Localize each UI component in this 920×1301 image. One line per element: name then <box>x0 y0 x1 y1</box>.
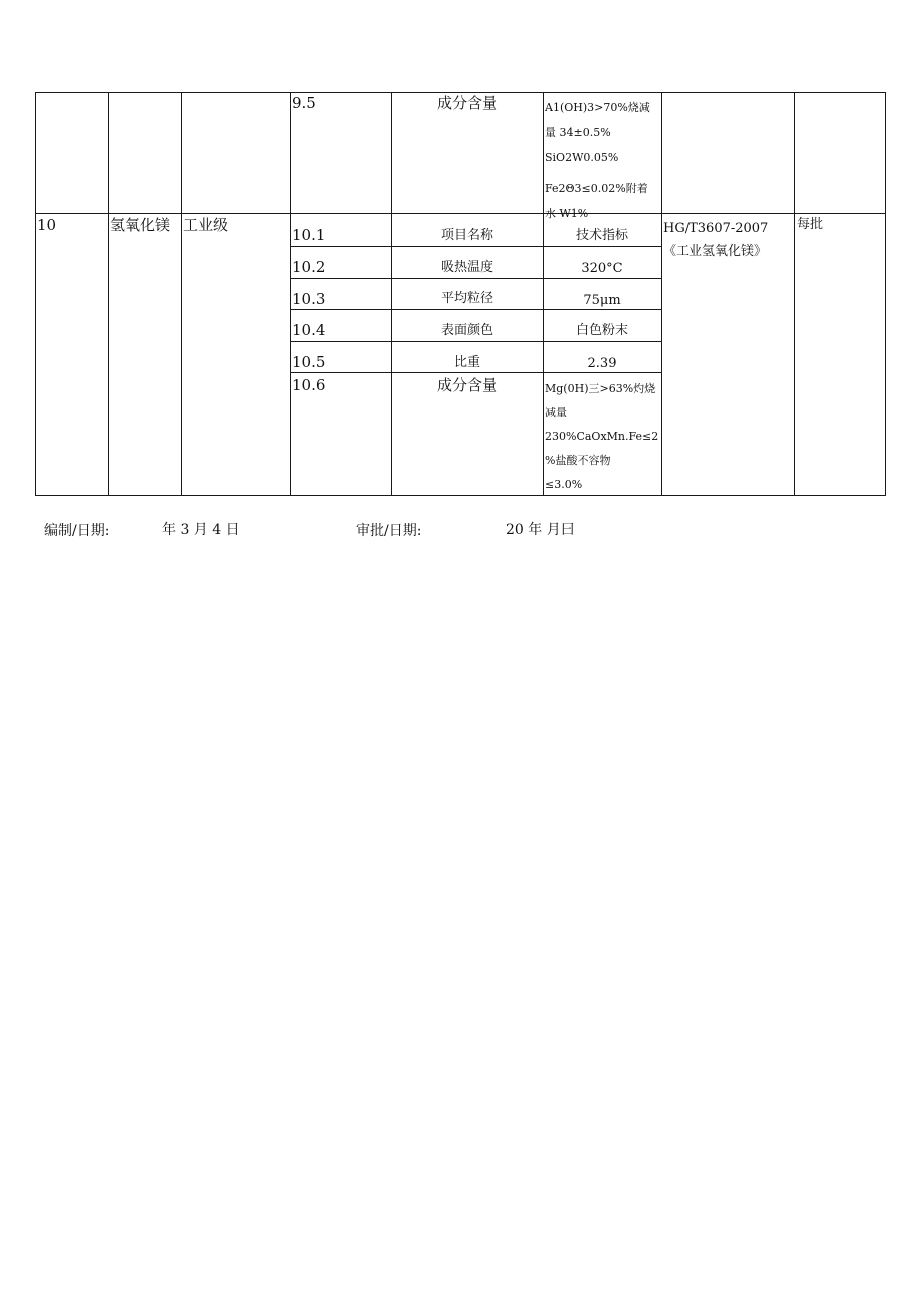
standard-title: 《工业氢氧化镁》 <box>663 244 768 259</box>
item-name: 吸热温度 <box>440 260 493 275</box>
editor-date-label: 编制/日期: <box>44 523 110 539</box>
approver-date-label: 审批/日期: <box>356 523 422 539</box>
spec-line: A1(OH)3>70%烧减 <box>545 101 650 114</box>
item-name: 项目名称 <box>440 228 493 243</box>
spec-line: 230%CaOxMn.Fe≤2 <box>545 430 659 443</box>
item-spec: 75μm <box>583 293 621 308</box>
item-name: 成分含量 <box>436 376 497 394</box>
spec-line: Fe2Θ3≤0.02%附着 <box>545 182 648 195</box>
spec-line: SiO2W0.05% <box>545 151 619 164</box>
item-name: 平均粒径 <box>440 291 493 306</box>
row-number-10: 10 <box>37 216 57 234</box>
spec-text-10-6 <box>545 374 661 495</box>
item-name: 表面颜色 <box>440 323 493 338</box>
material-grade: 工业级 <box>183 216 229 234</box>
item-spec: 技术指标 <box>575 228 628 243</box>
item-number: 10.2 <box>292 258 326 276</box>
material-name: 氢氧化镁 <box>110 216 171 234</box>
item-number: 10.6 <box>292 376 326 394</box>
editor-date-value: 年 3 月 4 日 <box>162 522 240 538</box>
item-spec: 2.39 <box>587 356 617 371</box>
item-number: 10.4 <box>292 321 326 339</box>
item-number: 10.3 <box>292 290 326 308</box>
spec-text-9-5 <box>545 93 661 220</box>
inspection-frequency: 每批 <box>797 217 824 232</box>
approver-date-value: 20 年 月曰 <box>506 522 575 538</box>
item-name-9-5: 成分含量 <box>436 94 497 112</box>
item-spec: 白色粉末 <box>575 323 628 338</box>
standard-code: HG/T3607-2007 <box>663 221 769 236</box>
item-number: 10.5 <box>292 353 326 371</box>
spec-line: ≤3.0% <box>545 478 583 491</box>
spec-line: Mg(0H)三>63%灼烧 <box>545 382 656 395</box>
item-number-9-5: 9.5 <box>292 94 316 112</box>
spec-line: %盐酸不容物 <box>545 454 611 467</box>
item-name: 比重 <box>453 355 480 370</box>
spec-line: 水 W1% <box>545 207 589 220</box>
signature-footer <box>0 520 920 550</box>
item-spec: 320°C <box>581 261 623 276</box>
spec-line: 量 34±0.5% <box>545 126 611 139</box>
item-number: 10.1 <box>292 226 326 244</box>
spec-line: 减量 <box>545 406 567 419</box>
inspection-table <box>0 0 920 520</box>
